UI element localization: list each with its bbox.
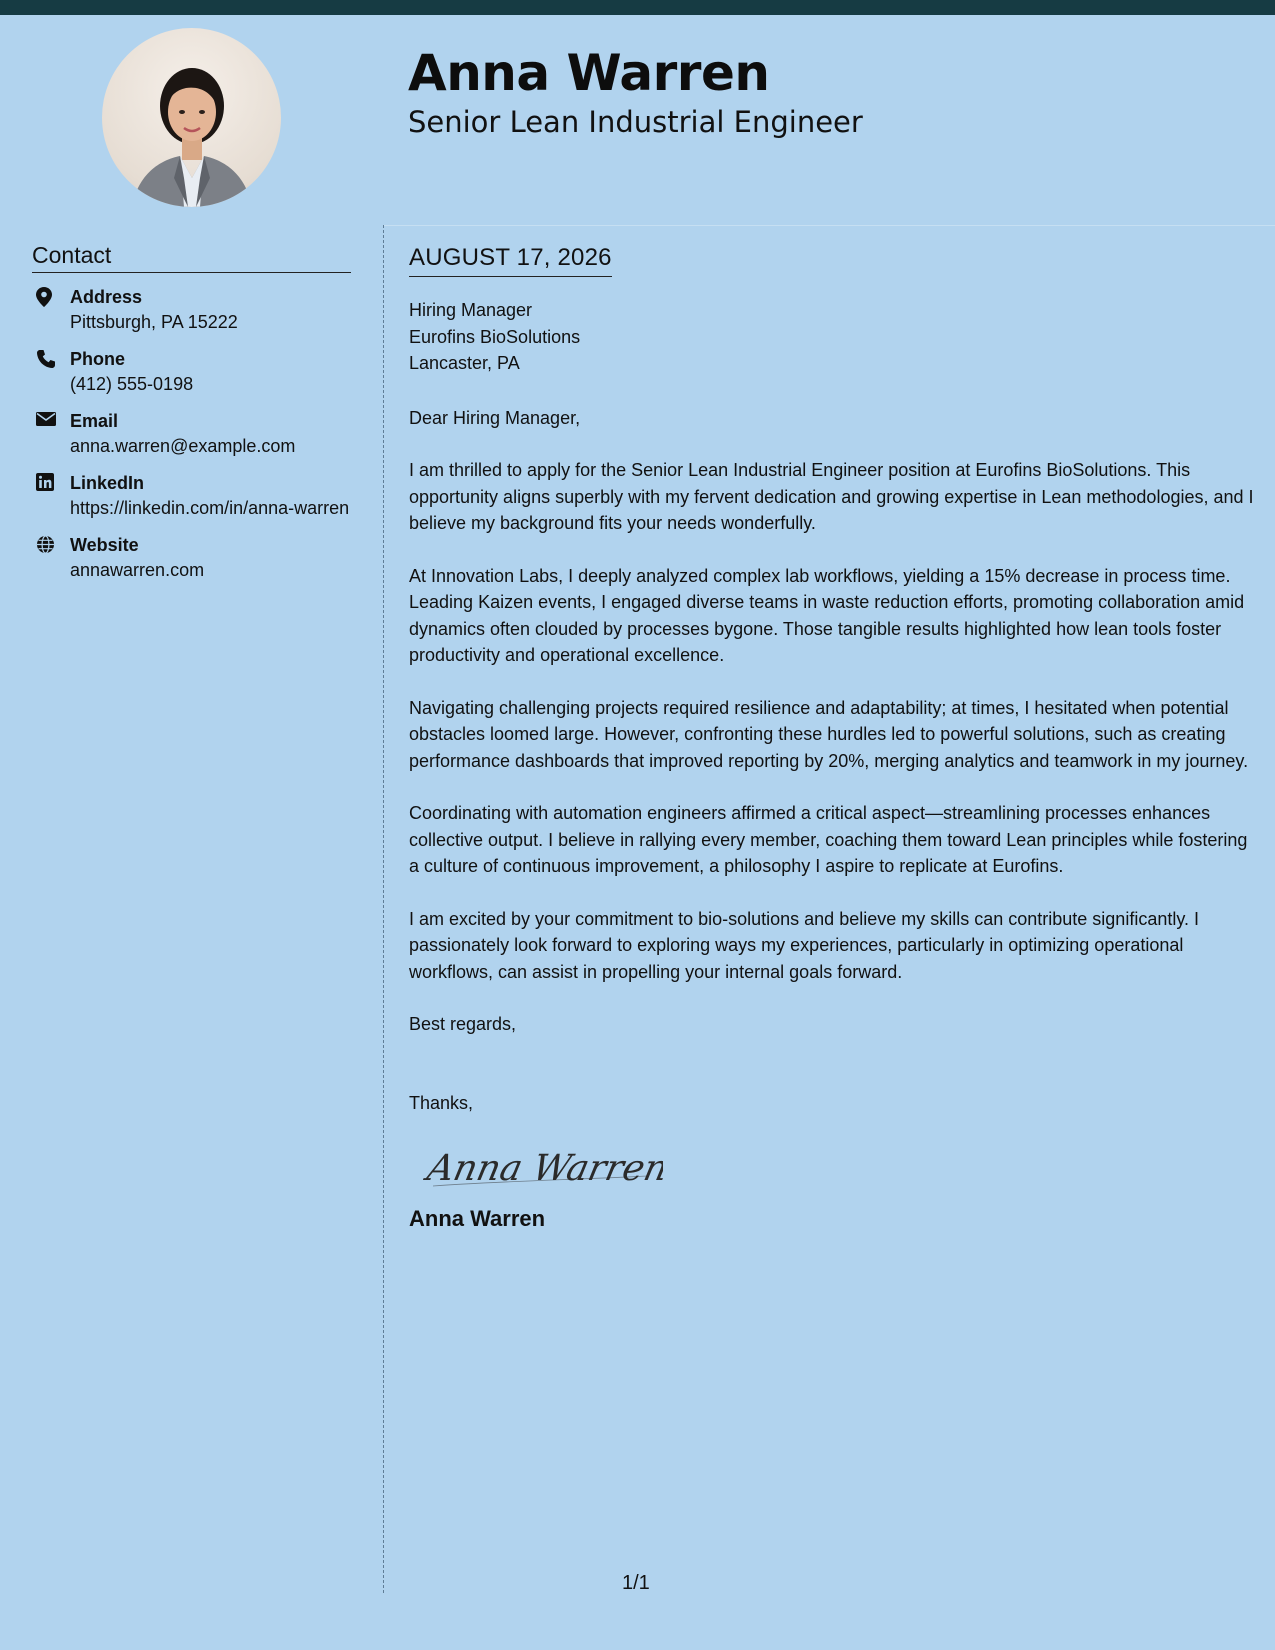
contact-item-linkedin — [32, 471, 351, 520]
recipient-block — [409, 297, 1254, 377]
contact-label: Phone — [70, 349, 126, 369]
contact-item-phone — [32, 347, 351, 396]
contact-label: Website — [70, 535, 139, 555]
linkedin-icon — [32, 471, 70, 520]
email-value[interactable]: anna.warren@example.com — [70, 436, 296, 456]
contact-sidebar — [32, 240, 351, 595]
closing: Best regards, — [409, 1014, 517, 1034]
letter-body — [409, 242, 1254, 1234]
phone-value: (412) 555-0198 — [70, 374, 194, 394]
globe-icon — [32, 533, 70, 582]
contact-item-email — [32, 409, 351, 458]
contact-label: Email — [70, 411, 119, 431]
letter-date: AUGUST 17, 2026 — [409, 242, 612, 277]
contact-label: Address — [70, 287, 143, 307]
recipient-line: Lancaster, PA — [409, 353, 520, 373]
job-title: Senior Lean Industrial Engineer — [408, 105, 863, 139]
signer-name: Anna Warren — [409, 1206, 546, 1231]
address-value: Pittsburgh, PA 15222 — [70, 312, 238, 332]
contact-item-website — [32, 533, 351, 582]
profile-photo-illustration — [102, 28, 281, 207]
thanks: Thanks, — [409, 1092, 474, 1113]
linkedin-value[interactable]: https://linkedin.com/in/anna-warren — [70, 498, 350, 518]
profile-photo — [102, 28, 281, 207]
header-divider — [384, 225, 1275, 226]
signature-text: Anna Warren — [423, 1146, 663, 1189]
letter-paragraph: Coordinating with automation engineers affirmed a critical aspect—streamlining processes enhances collective output. I believe in rallying every member, coaching them toward Lean principles while fostering a culture of continuous improvement, a philosophy I aspire to replicate at Eurofins. — [409, 803, 1248, 876]
letter-paragraph: I am excited by your commitment to bio-solutions and believe my skills can contribute significantly. I passionately look forward to exploring ways my experiences, particularly in optimizing operational workflows, can assist in propelling your internal goals forward. — [409, 908, 1200, 982]
letter-paragraph: Navigating challenging projects required resilience and adaptability; at times, I hesitated when potential obstacles loomed large. However, confronting these hurdles led to powerful solutions, such as creating performance dashboards that improved reporting by 20%, merging analytics and teamwork in my journey. — [409, 697, 1249, 771]
page-number: 1/1 — [622, 1572, 650, 1594]
top-accent-bar — [0, 0, 1275, 15]
candidate-name: Anna Warren — [408, 44, 770, 102]
contact-label: LinkedIn — [70, 473, 145, 493]
handwritten-signature — [423, 1136, 663, 1196]
letter-paragraph: I am thrilled to apply for the Senior Lean Industrial Engineer position at Eurofins BioSolutions. This opportunity aligns superbly with my fervent dedication and growing expertise in Lean methodologies, and I believe my background fits your needs wonderfully. — [409, 460, 1254, 533]
envelope-icon — [32, 409, 70, 458]
recipient-line: Hiring Manager — [409, 300, 533, 320]
contact-heading: Contact — [32, 240, 351, 273]
salutation: Dear Hiring Manager, — [409, 407, 581, 428]
map-pin-icon — [32, 285, 70, 334]
website-value[interactable]: annawarren.com — [70, 560, 205, 580]
contact-item-address — [32, 285, 351, 334]
contact-list — [32, 285, 351, 582]
letter-paragraph: At Innovation Labs, I deeply analyzed complex lab workflows, yielding a 15% decrease in process time. Leading Kaizen events, I engaged diverse teams in waste reduction efforts, promoting collaboration amid dynamics often clouded by processes bygone. Those tangible results highlighted how lean tools foster productivity and operational excellence. — [409, 565, 1245, 665]
column-divider — [383, 225, 384, 1593]
phone-icon — [32, 347, 70, 396]
recipient-line: Eurofins BioSolutions — [409, 326, 581, 347]
